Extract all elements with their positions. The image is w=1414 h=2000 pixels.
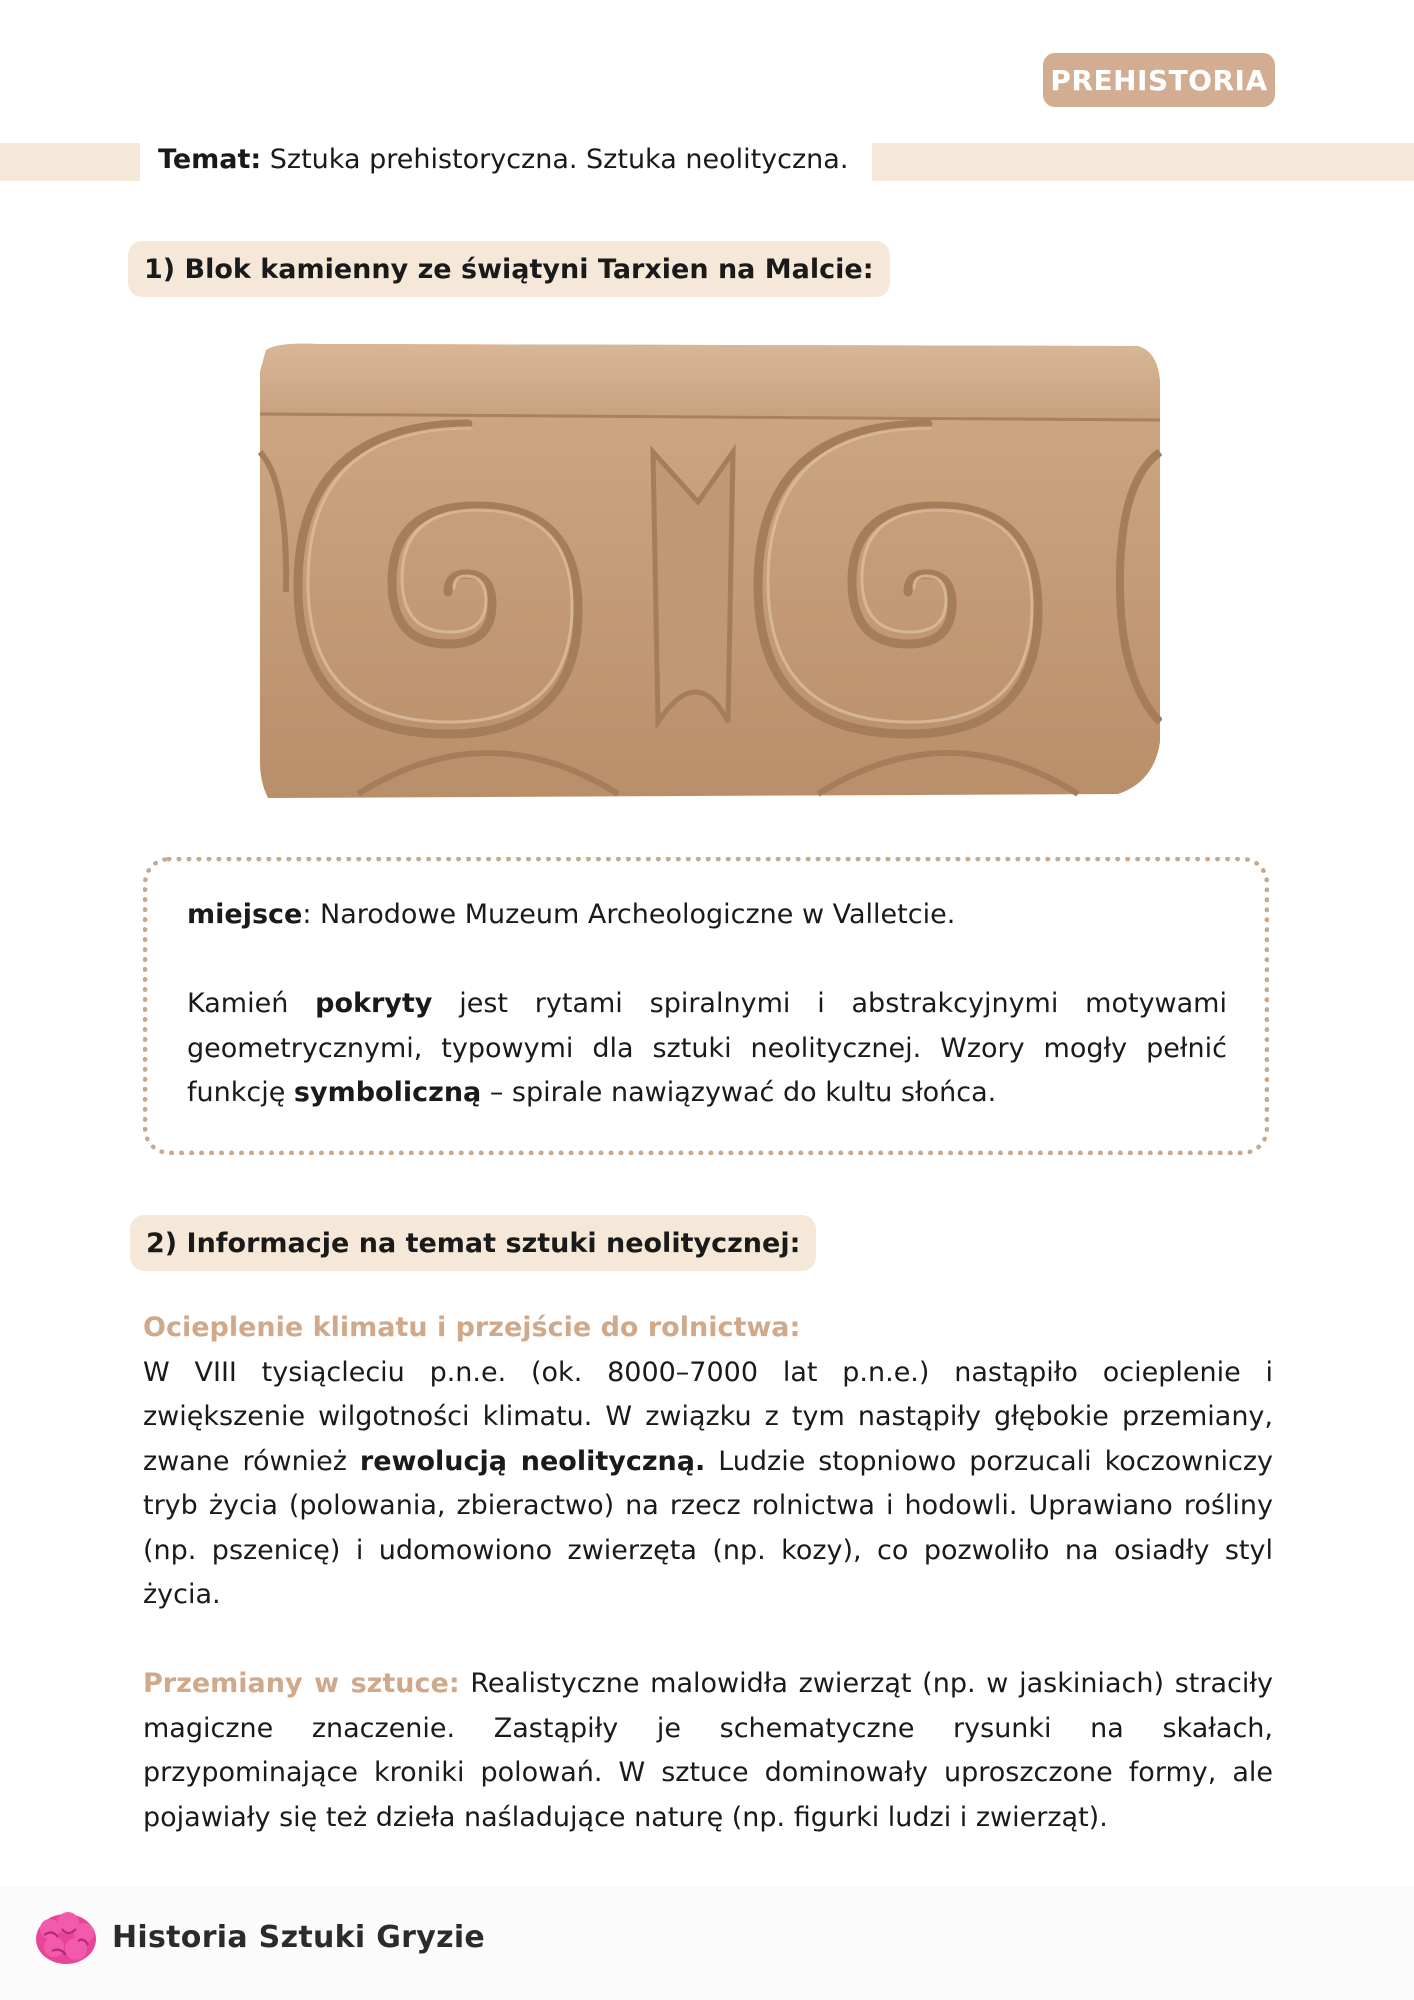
art-heading: Przemiany w sztuce: — [143, 1668, 460, 1699]
section-1-title: 1) Blok kamienny ze świątyni Tarxien na Malcie: — [128, 241, 890, 297]
desc-bold-1: pokryty — [315, 988, 433, 1019]
stone-block-image — [258, 342, 1162, 802]
desc-bold-2: symboliczną — [293, 1077, 482, 1108]
desc-text-1: Kamień — [187, 988, 316, 1019]
stone-description — [187, 982, 1227, 1116]
topic-label: Temat: — [158, 144, 262, 175]
brain-icon — [34, 1911, 98, 1967]
climate-text-1: W VIII tysiącleciu p.n.e. (ok. 8000–7000 lat p.n.e.) nastąpiło ocieplenie i zwiększenie wilgotności klimatu. W związku z tym nastąpiły głębokie przemiany, zwane również — [143, 1356, 1273, 1477]
topic-band-left — [0, 143, 140, 181]
topic-line — [158, 140, 848, 180]
place-line — [187, 893, 1227, 938]
art-paragraph — [143, 1662, 1273, 1840]
brand-name: Historia Sztuki Gryzie — [112, 1920, 486, 1955]
topic-band-right — [872, 143, 1414, 181]
climate-paragraph — [143, 1306, 1273, 1618]
place-label: miejsce — [187, 899, 303, 930]
art-text: Realistyczne malowidła zwierząt (np. w jaskiniach) straciły magiczne znaczenie. Zastąpiły je schematyczne rysunki na skałach, przypominające kroniki polowań. W sztuce dominowały uproszczone formy, ale pojawiały się też dzieła naśladujące naturę (np. figurki ludzi i zwierząt). — [143, 1668, 1273, 1833]
place-text: : Narodowe Muzeum Archeologiczne w Valletcie. — [302, 899, 956, 930]
tarxien-stone-relief — [258, 342, 1162, 802]
section-badge: PREHISTORIA — [1043, 53, 1275, 107]
climate-heading: Ocieplenie klimatu i przejście do rolnictwa: — [143, 1312, 801, 1343]
desc-text-3: – spirale nawiązywać do kultu słońca. — [481, 1077, 997, 1108]
climate-text-2: Ludzie stopniowo porzucali koczowniczy tryb życia (polowania, zbieractwo) na rzecz rolnictwa i hodowli. Uprawiano rośliny (np. pszenicę) i udomowiono zwierzęta (np. kozy), co pozwoliło na osiadły styl życia. — [143, 1445, 1274, 1610]
section-2-title: 2) Informacje na temat sztuki neolitycznej: — [130, 1215, 816, 1271]
topic-text: Sztuka prehistoryczna. Sztuka neolityczna. — [261, 144, 849, 175]
climate-bold: rewolucją neolityczną. — [359, 1445, 706, 1477]
desc-text-2: jest rytami spiralnymi i abstrakcyjnymi motywami geometrycznymi, typowymi dla sztuki neolitycznej. Wzory mogły pełnić funkcję — [187, 988, 1227, 1108]
